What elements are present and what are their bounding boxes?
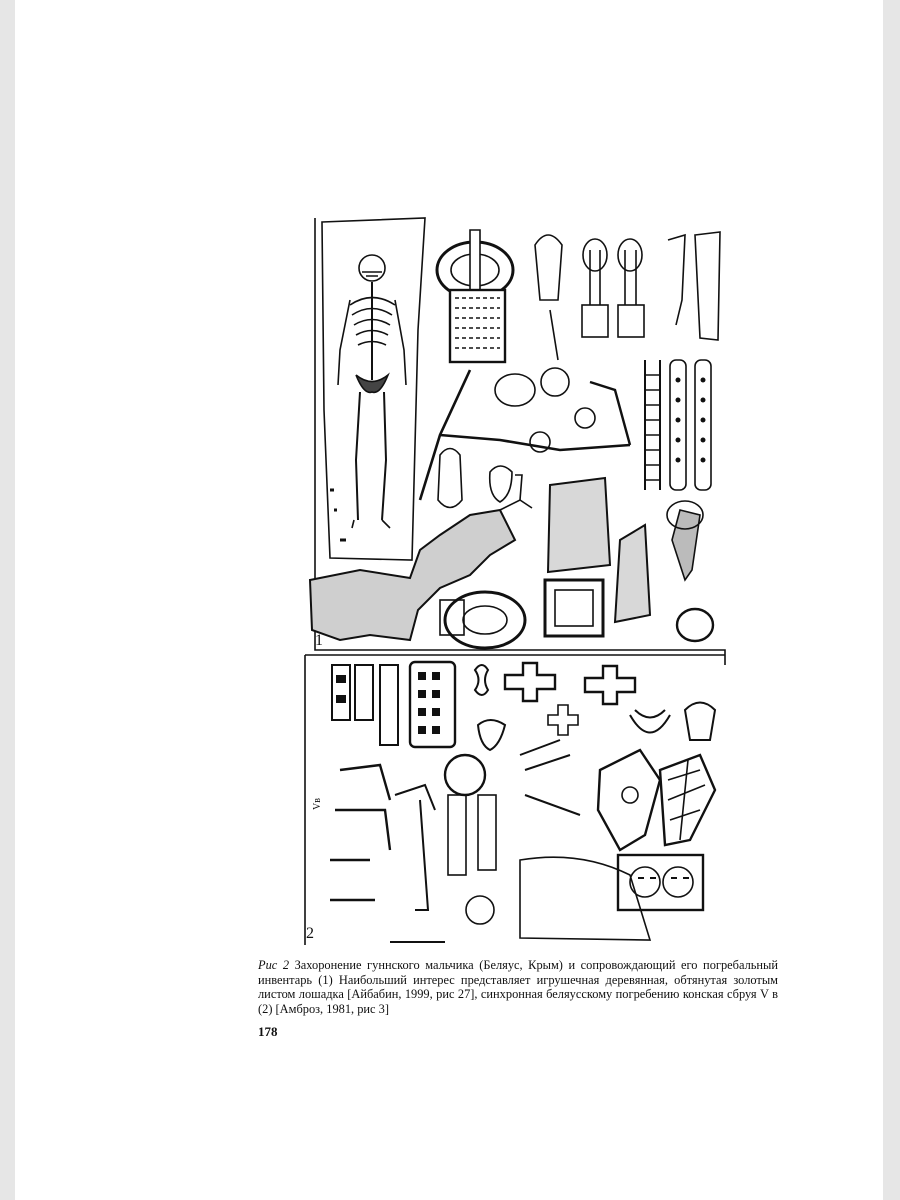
century-side-label: Vв xyxy=(312,798,323,810)
toy-horse xyxy=(310,500,532,640)
shield-plaques xyxy=(598,750,715,850)
figure-caption xyxy=(258,958,778,1016)
pendants xyxy=(438,449,522,508)
document-page xyxy=(15,0,883,1200)
caption-lead: Рис 2 xyxy=(258,958,290,972)
face-plaque xyxy=(618,855,703,910)
bronze-plaque xyxy=(548,478,703,622)
large-buckle xyxy=(437,230,513,362)
caption-text: Захоронение гуннского мальчика (Беляус, Крым) и сопровождающий его погребальный инвентарь (1) Наибольший интерес представляет игрушечная деревянная, обтянутая золотым листом лошадка [Айбабин, 1999, рис 27], синхронная беляусскому погребению конская сбруя V в (2) [Амброз, 1981, рис 3] xyxy=(258,958,778,1016)
cross-fittings xyxy=(475,663,715,750)
grave-with-skeleton xyxy=(322,218,425,560)
panel-1-label: 1 xyxy=(315,632,323,649)
panel-2-label: 2 xyxy=(306,925,314,942)
archaeological-figure xyxy=(300,210,730,955)
page-number: 178 xyxy=(258,1024,278,1039)
small-buckles xyxy=(535,232,720,360)
ring-buckles xyxy=(440,580,713,648)
figure-drawing xyxy=(300,210,730,955)
